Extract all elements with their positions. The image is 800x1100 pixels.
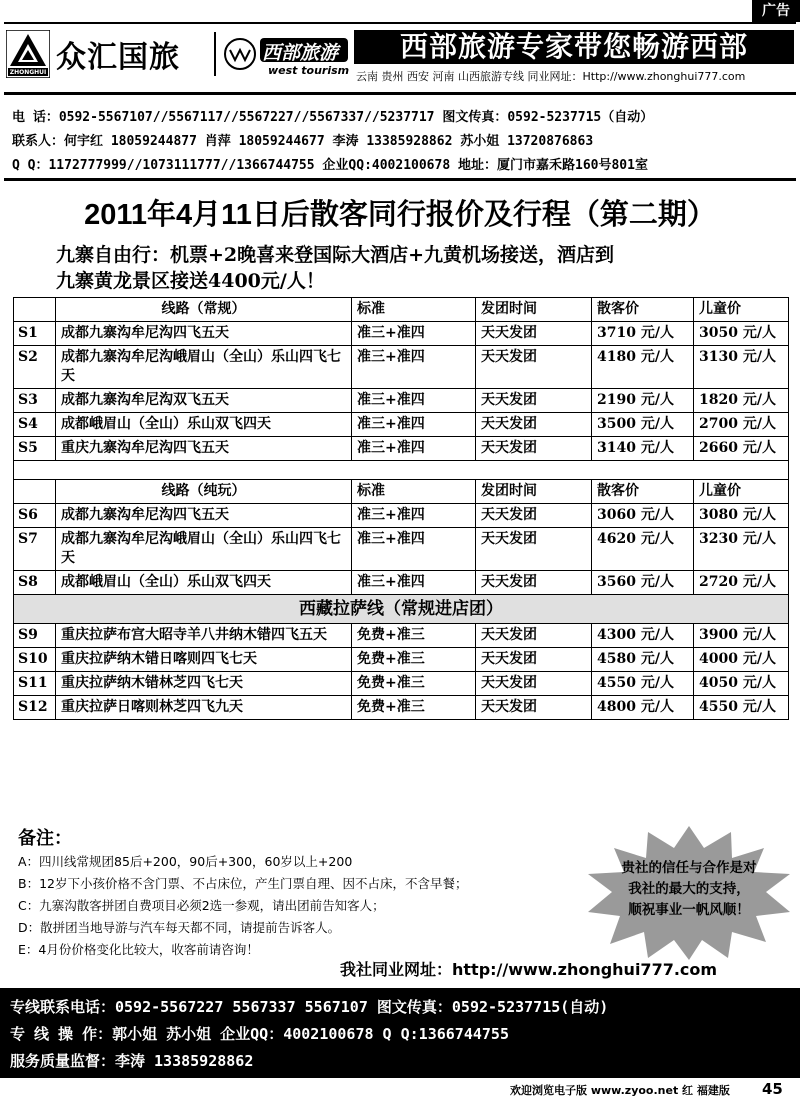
adult-price: 3140 元/人 — [592, 437, 694, 461]
adult-price: 散客价 — [592, 298, 694, 322]
standard: 免费+准三 — [352, 696, 476, 720]
adult-price: 4800 元/人 — [592, 696, 694, 720]
adult-price: 4580 元/人 — [592, 648, 694, 672]
child-price: 2720 元/人 — [694, 571, 789, 595]
contact-rule — [4, 178, 796, 181]
child-price: 2660 元/人 — [694, 437, 789, 461]
note-a: A：四川线常规团85后+200，90后+300，60岁以上+200 — [18, 854, 353, 869]
departure: 天天发团 — [476, 504, 592, 528]
tibet-section-title: 西藏拉萨线（常规进店团） — [14, 595, 789, 624]
departure: 天天发团 — [476, 322, 592, 346]
departure: 天天发团 — [476, 528, 592, 571]
adult-price: 2190 元/人 — [592, 389, 694, 413]
thanks-line-2: 我社的最大的支持， — [628, 881, 750, 897]
footer-bar — [0, 988, 800, 1078]
route-name: 成都九寨沟牟尼沟四飞五天 — [56, 504, 352, 528]
table-row — [14, 413, 789, 437]
route-code: S4 — [14, 413, 56, 437]
standard: 标准 — [352, 480, 476, 504]
departure: 天天发团 — [476, 437, 592, 461]
child-price: 3050 元/人 — [694, 322, 789, 346]
child-price: 2700 元/人 — [694, 413, 789, 437]
promo-line-1: 九寨自由行：机票+2晚喜来登国际大酒店+九黄机场接送，酒店到 — [56, 244, 615, 266]
note-b: B：12岁下小孩价格不含门票、不占床位，产生门票自理、因不占床，不含早餐； — [18, 876, 468, 891]
adult-price: 3560 元/人 — [592, 571, 694, 595]
departure: 天天发团 — [476, 389, 592, 413]
route-code: S8 — [14, 571, 56, 595]
promo-line-2: 九寨黄龙景区接送4400元/人！ — [56, 270, 325, 292]
west-logo-en: west tourism — [268, 64, 350, 77]
route-name: 重庆拉萨布宫大昭寺羊八井纳木错四飞五天 — [56, 624, 352, 648]
table-row — [14, 346, 789, 389]
route-name: 重庆九寨沟牟尼沟四飞五天 — [56, 437, 352, 461]
route-name: 成都九寨沟牟尼沟双飞五天 — [56, 389, 352, 413]
header-divider — [214, 32, 216, 76]
route-name: 成都九寨沟牟尼沟峨眉山（全山）乐山四飞七天 — [56, 528, 352, 571]
table-row — [14, 504, 789, 528]
contact-phone: 电 话：0592-5567107//5567117//5567227//5567337//5237717 图文传真：0592-5237715（自动） — [12, 110, 654, 125]
adult-price: 4180 元/人 — [592, 346, 694, 389]
route-code: S2 — [14, 346, 56, 389]
departure: 天天发团 — [476, 696, 592, 720]
adult-price: 3710 元/人 — [592, 322, 694, 346]
route-code: S6 — [14, 504, 56, 528]
departure: 天天发团 — [476, 346, 592, 389]
bottom-credit: 欢迎浏览电子版 www.zyoo.net 红 福建版 — [510, 1084, 730, 1097]
page-title: 2011年4月11日后散客同行报价及行程（第二期） — [84, 199, 716, 231]
table-row — [14, 624, 789, 648]
footer-hotline: 专线联系电话：0592-5567227 5567337 5567107 图文传真：0592-5237715(自动) — [10, 998, 609, 1016]
standard: 准三+准四 — [352, 413, 476, 437]
route-name: 重庆拉萨日喀则林芝四飞九天 — [56, 696, 352, 720]
departure: 天天发团 — [476, 672, 592, 696]
child-price: 儿童价 — [694, 480, 789, 504]
route-name: 成都峨眉山（全山）乐山双飞四天 — [56, 571, 352, 595]
standard: 准三+准四 — [352, 389, 476, 413]
table-row — [14, 672, 789, 696]
slogan-banner: 西部旅游专家带您畅游西部 — [354, 30, 794, 64]
note-e: E：4月份价格变化比较大，收客前请咨询！ — [18, 942, 259, 957]
route-code — [14, 480, 56, 504]
route-name: 成都九寨沟牟尼沟四飞五天 — [56, 322, 352, 346]
standard: 准三+准四 — [352, 322, 476, 346]
departure: 天天发团 — [476, 413, 592, 437]
child-price: 4550 元/人 — [694, 696, 789, 720]
footer-supervisor: 服务质量监督：李涛 13385928862 — [10, 1052, 254, 1070]
standard: 免费+准三 — [352, 624, 476, 648]
child-price: 4000 元/人 — [694, 648, 789, 672]
adult-price: 3060 元/人 — [592, 504, 694, 528]
route-code: S9 — [14, 624, 56, 648]
child-price: 3230 元/人 — [694, 528, 789, 571]
note-c: C：九寨沟散客拼团自费项目必须2选一参观，请出团前告知客人； — [18, 898, 385, 913]
table-row — [14, 696, 789, 720]
table-row — [14, 571, 789, 595]
thanks-message — [596, 858, 782, 921]
route-name: 成都峨眉山（全山）乐山双飞四天 — [56, 413, 352, 437]
west-logo-text: 西部旅游 — [262, 42, 339, 64]
table-row — [14, 528, 789, 571]
table-row — [14, 648, 789, 672]
adult-price: 4550 元/人 — [592, 672, 694, 696]
price-table — [13, 297, 789, 720]
standard: 准三+准四 — [352, 437, 476, 461]
standard: 准三+准四 — [352, 504, 476, 528]
contact-qq-address: Q Q：1172777999//1073111777//1366744755 企业QQ:4002100678 地址：厦门市嘉禾路160号801室 — [12, 158, 648, 173]
route-code: S7 — [14, 528, 56, 571]
standard: 免费+准三 — [352, 648, 476, 672]
route-name: 重庆拉萨纳木错日喀则四飞七天 — [56, 648, 352, 672]
table-spacer-cell — [14, 461, 789, 480]
child-price: 儿童价 — [694, 298, 789, 322]
adult-price: 散客价 — [592, 480, 694, 504]
route-name: 线路（常规） — [56, 298, 352, 322]
route-code: S12 — [14, 696, 56, 720]
website-link[interactable]: 我社同业网址：http://www.zhonghui777.com — [340, 960, 718, 979]
adult-price: 3500 元/人 — [592, 413, 694, 437]
standard: 准三+准四 — [352, 346, 476, 389]
tibet-section-header — [14, 595, 789, 624]
route-name: 重庆拉萨纳木错林芝四飞七天 — [56, 672, 352, 696]
page-number: 45 — [762, 1080, 783, 1098]
table-spacer — [14, 461, 789, 480]
standard: 标准 — [352, 298, 476, 322]
adult-price: 4620 元/人 — [592, 528, 694, 571]
child-price: 3900 元/人 — [694, 624, 789, 648]
route-code: S3 — [14, 389, 56, 413]
table-row — [14, 389, 789, 413]
route-code: S11 — [14, 672, 56, 696]
table-header-pure — [14, 480, 789, 504]
standard: 准三+准四 — [352, 571, 476, 595]
standard: 免费+准三 — [352, 672, 476, 696]
child-price: 3130 元/人 — [694, 346, 789, 389]
table-row — [14, 437, 789, 461]
route-code: S1 — [14, 322, 56, 346]
route-code: S10 — [14, 648, 56, 672]
route-code: S5 — [14, 437, 56, 461]
thanks-line-3: 顺祝事业一帆风顺！ — [628, 902, 750, 918]
header-rule — [4, 92, 796, 95]
adult-price: 4300 元/人 — [592, 624, 694, 648]
header-top-rule — [4, 22, 796, 24]
notes-title: 备注： — [18, 828, 72, 849]
departure: 天天发团 — [476, 571, 592, 595]
route-name: 成都九寨沟牟尼沟峨眉山（全山）乐山四飞七天 — [56, 346, 352, 389]
note-d: D：散拼团当地导游与汽车每天都不同，请提前告诉客人。 — [18, 920, 341, 935]
departure: 发团时间 — [476, 298, 592, 322]
contact-persons: 联系人：何宇红 18059244877 肖萍 18059244677 李涛 13385928862 苏小姐 13720876863 — [12, 134, 594, 149]
thanks-line-1: 贵社的信任与合作是对 — [621, 860, 757, 876]
route-subline: 云南 贵州 西安 河南 山西旅游专线 同业网址：Http://www.zhonghui777.com — [356, 70, 746, 83]
departure: 天天发团 — [476, 648, 592, 672]
table-header-regular — [14, 298, 789, 322]
footer-operators: 专 线 操 作：郭小姐 苏小姐 企业QQ：4002100678 Q Q:1366744755 — [10, 1025, 509, 1043]
child-price: 3080 元/人 — [694, 504, 789, 528]
child-price: 1820 元/人 — [694, 389, 789, 413]
standard: 准三+准四 — [352, 528, 476, 571]
departure: 发团时间 — [476, 480, 592, 504]
table-row — [14, 322, 789, 346]
route-code — [14, 298, 56, 322]
departure: 天天发团 — [476, 624, 592, 648]
ad-tag: 广告 — [752, 0, 800, 22]
child-price: 4050 元/人 — [694, 672, 789, 696]
logo-caption: ZHONGHUI — [9, 69, 47, 76]
route-name: 线路（纯玩） — [56, 480, 352, 504]
brand-name: 众汇国旅 — [56, 40, 180, 75]
